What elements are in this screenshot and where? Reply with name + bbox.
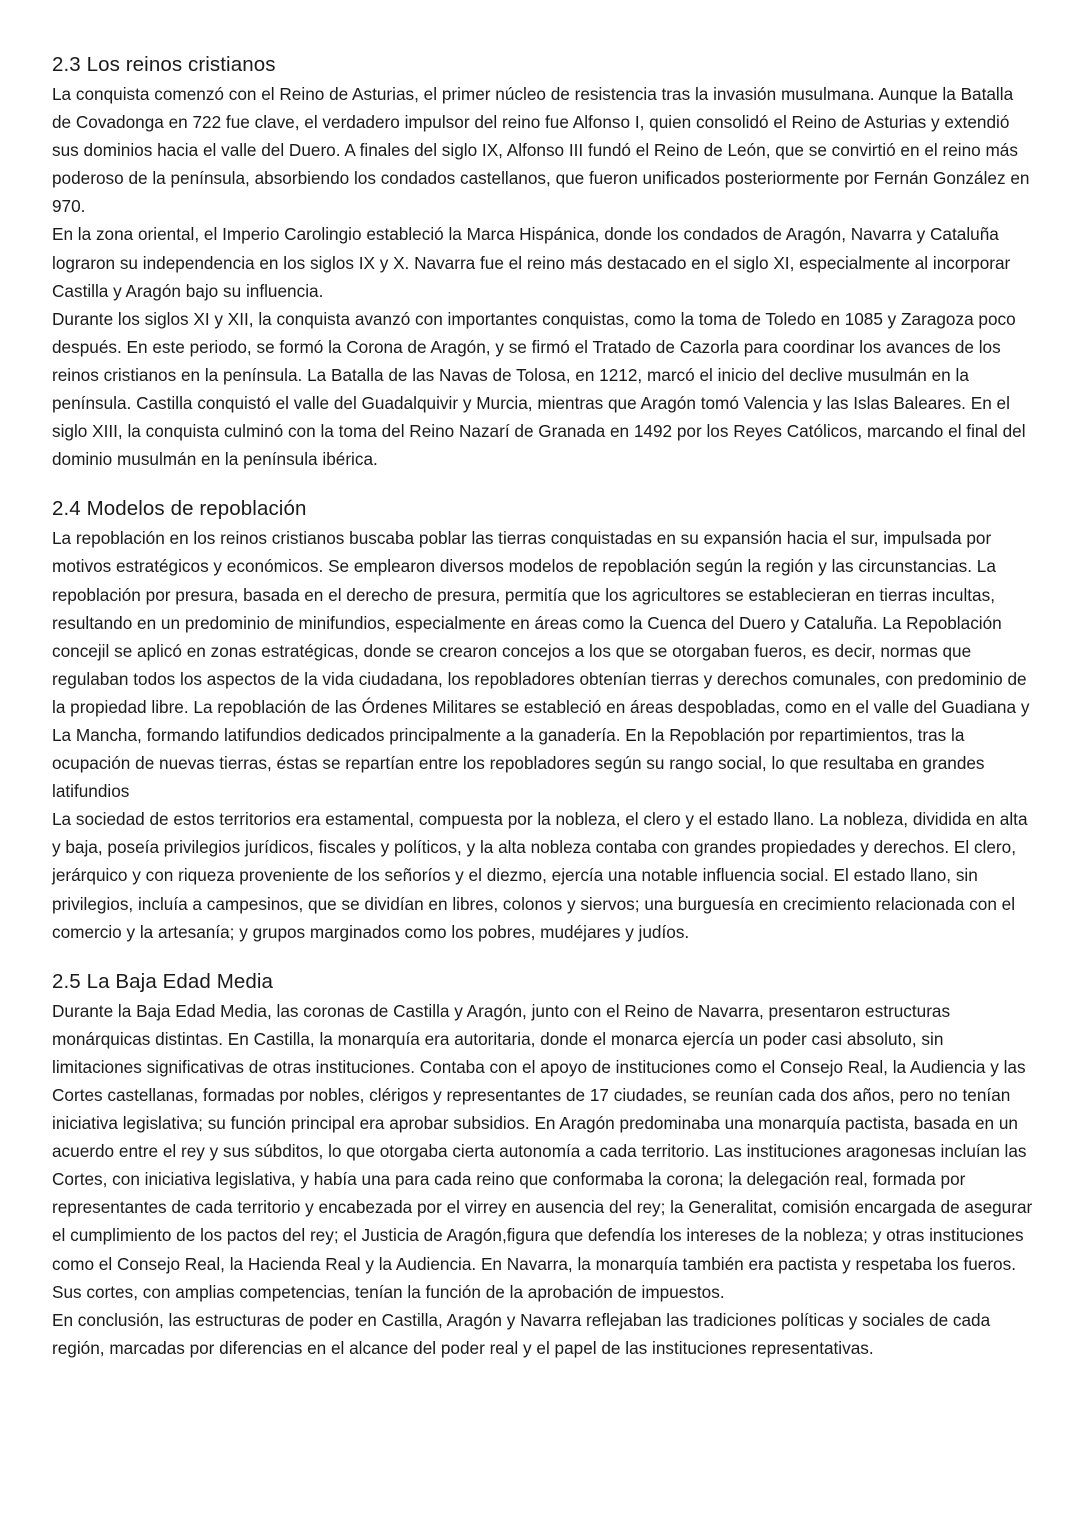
paragraph: La conquista comenzó con el Reino de Asturias, el primer núcleo de resistencia tras la invasión musulmana. Aunque la Batalla de Covadonga en 722 fue clave, el verdadero impulsor del reino fue Alfonso I, quien consolidó el Reino de Asturias y extendió sus dominios hacia el valle del Duero. A finales del siglo IX, Alfonso III fundó el Reino de León, que se convirtió en el reino más poderoso de la península, absorbiendo los condados castellanos, que fueron unificados posteriormente por Fernán González en 970. (52, 84, 1030, 217)
section-title: 2.5 La Baja Edad Media (52, 969, 274, 993)
section-title: 2.4 Modelos de repoblación (52, 497, 307, 521)
section-modelos-repoblacion (52, 494, 1037, 945)
paragraph: En la zona oriental, el Imperio Carolingio estableció la Marca Hispánica, donde los condados de Aragón, Navarra y Cataluña lograron su independencia en los siglos IX y X. Navarra fue el reino más destacado en el siglo XI, especialmente al incorporar Castilla y Aragón bajo su influencia. (52, 224, 1011, 301)
section-reinos-cristianos (52, 50, 1037, 473)
paragraph: En conclusión, las estructuras de poder en Castilla, Aragón y Navarra reflejaban las tradiciones políticas y sociales de cada región, marcadas por diferencias en el alcance del poder real y el papel de las instituciones representativas. (52, 1309, 991, 1358)
paragraph: La sociedad de estos territorios era estamental, compuesta por la nobleza, el clero y el estado llano. La nobleza, dividida en alta y baja, poseía privilegios jurídicos, fiscales y políticos, y la alta nobleza contaba con grandes propiedades y derechos. El clero, jerárquico y con riqueza proveniente de los señoríos y el diezmo, ejercía una notable influencia social. El estado llano, sin privilegios, incluía a campesinos, que se dividían en libres, colonos y siervos; una burguesía en crecimiento relacionada con el comercio y la artesanía; y grupos marginados como los pobres, mudéjares y judíos. (52, 809, 1028, 942)
section-title: 2.3 Los reinos cristianos (52, 53, 276, 76)
paragraph: Durante los siglos XI y XII, la conquista avanzó con importantes conquistas, como la toma de Toledo en 1085 y Zaragoza poco después. En este periodo, se formó la Corona de Aragón, y se firmó el Tratado de Cazorla para coordinar los avances de los reinos cristianos en la península. La Batalla de las Navas de Tolosa, en 1212, marcó el inicio del declive musulmán en la península. Castilla conquistó el valle del Guadalquivir y Murcia, mientras que Aragón tomó Valencia y las Islas Baleares. En el siglo XIII, la conquista culminó con la toma del Reino Nazarí de Granada en 1492 por los Reyes Católicos, marcando el final del dominio musulmán en la península ibérica. (52, 308, 1026, 470)
paragraph: La repoblación en los reinos cristianos buscaba poblar las tierras conquistadas en su expansión hacia el sur, impulsada por motivos estratégicos y económicos. Se emplearon diversos modelos de repoblación según la región y las circunstancias. La repoblación por presura, basada en el derecho de presura, permitía que los agricultores se establecieran en tierras incultas, resultando en un predominio de minifundios, especialmente en áreas como la Cuenca del Duero y Cataluña. La Repoblación concejil se aplicó en zonas estratégicas, donde se crearon concejos a los que se otorgaban fueros, es decir, normas que regulaban todos los aspectos de la vida ciudadana, los repobladores obtenían tierras y derechos comunales, con predominio de la propiedad libre. La repoblación de las Órdenes Militares se estableció en áreas despobladas, como en el valle del Guadiana y La Mancha, formando latifundios dedicados principalmente a la ganadería. En la Repoblación por repartimientos, tras la ocupación de nuevas tierras, éstas se repartían entre los repobladores según su rango social, lo que resultaba en grandes latifundios (52, 528, 1030, 802)
document-page (52, 50, 1037, 1383)
section-baja-edad-media (52, 967, 1037, 1362)
paragraph: Durante la Baja Edad Media, las coronas de Castilla y Aragón, junto con el Reino de Navarra, presentaron estructuras monárquicas distintas. En Castilla, la monarquía era autoritaria, donde el monarca ejercía un poder casi absoluto, sin limitaciones significativas de otras instituciones. Contaba con el apoyo de instituciones como el Consejo Real, la Audiencia y las Cortes castellanas, formadas por nobles, clérigos y representantes de 17 ciudades, se reunían cada dos años, pero no tenían iniciativa legislativa; su función principal era aprobar subsidios. En Aragón predominaba una monarquía pactista, basada en un acuerdo entre el rey y sus súbditos, lo que otorgaba cierta autonomía a cada territorio. Las instituciones aragonesas incluían las Cortes, con iniciativa legislativa, y había una para cada reino que conformaba la corona; la delegación real, formada por representantes de cada territorio y encabezada por el virrey en ausencia del rey; la Generalitat, comisión encargada de asegurar el cumplimiento de los pactos del rey; el Justicia de Aragón,figura que defendía los intereses de la nobleza; y otras instituciones como el Consejo Real, la Hacienda Real y la Audiencia. En Navarra, la monarquía también era pactista y respetaba los fueros. Sus cortes, con amplias competencias, tenían la función de la aprobación de impuestos. (52, 1000, 1033, 1302)
